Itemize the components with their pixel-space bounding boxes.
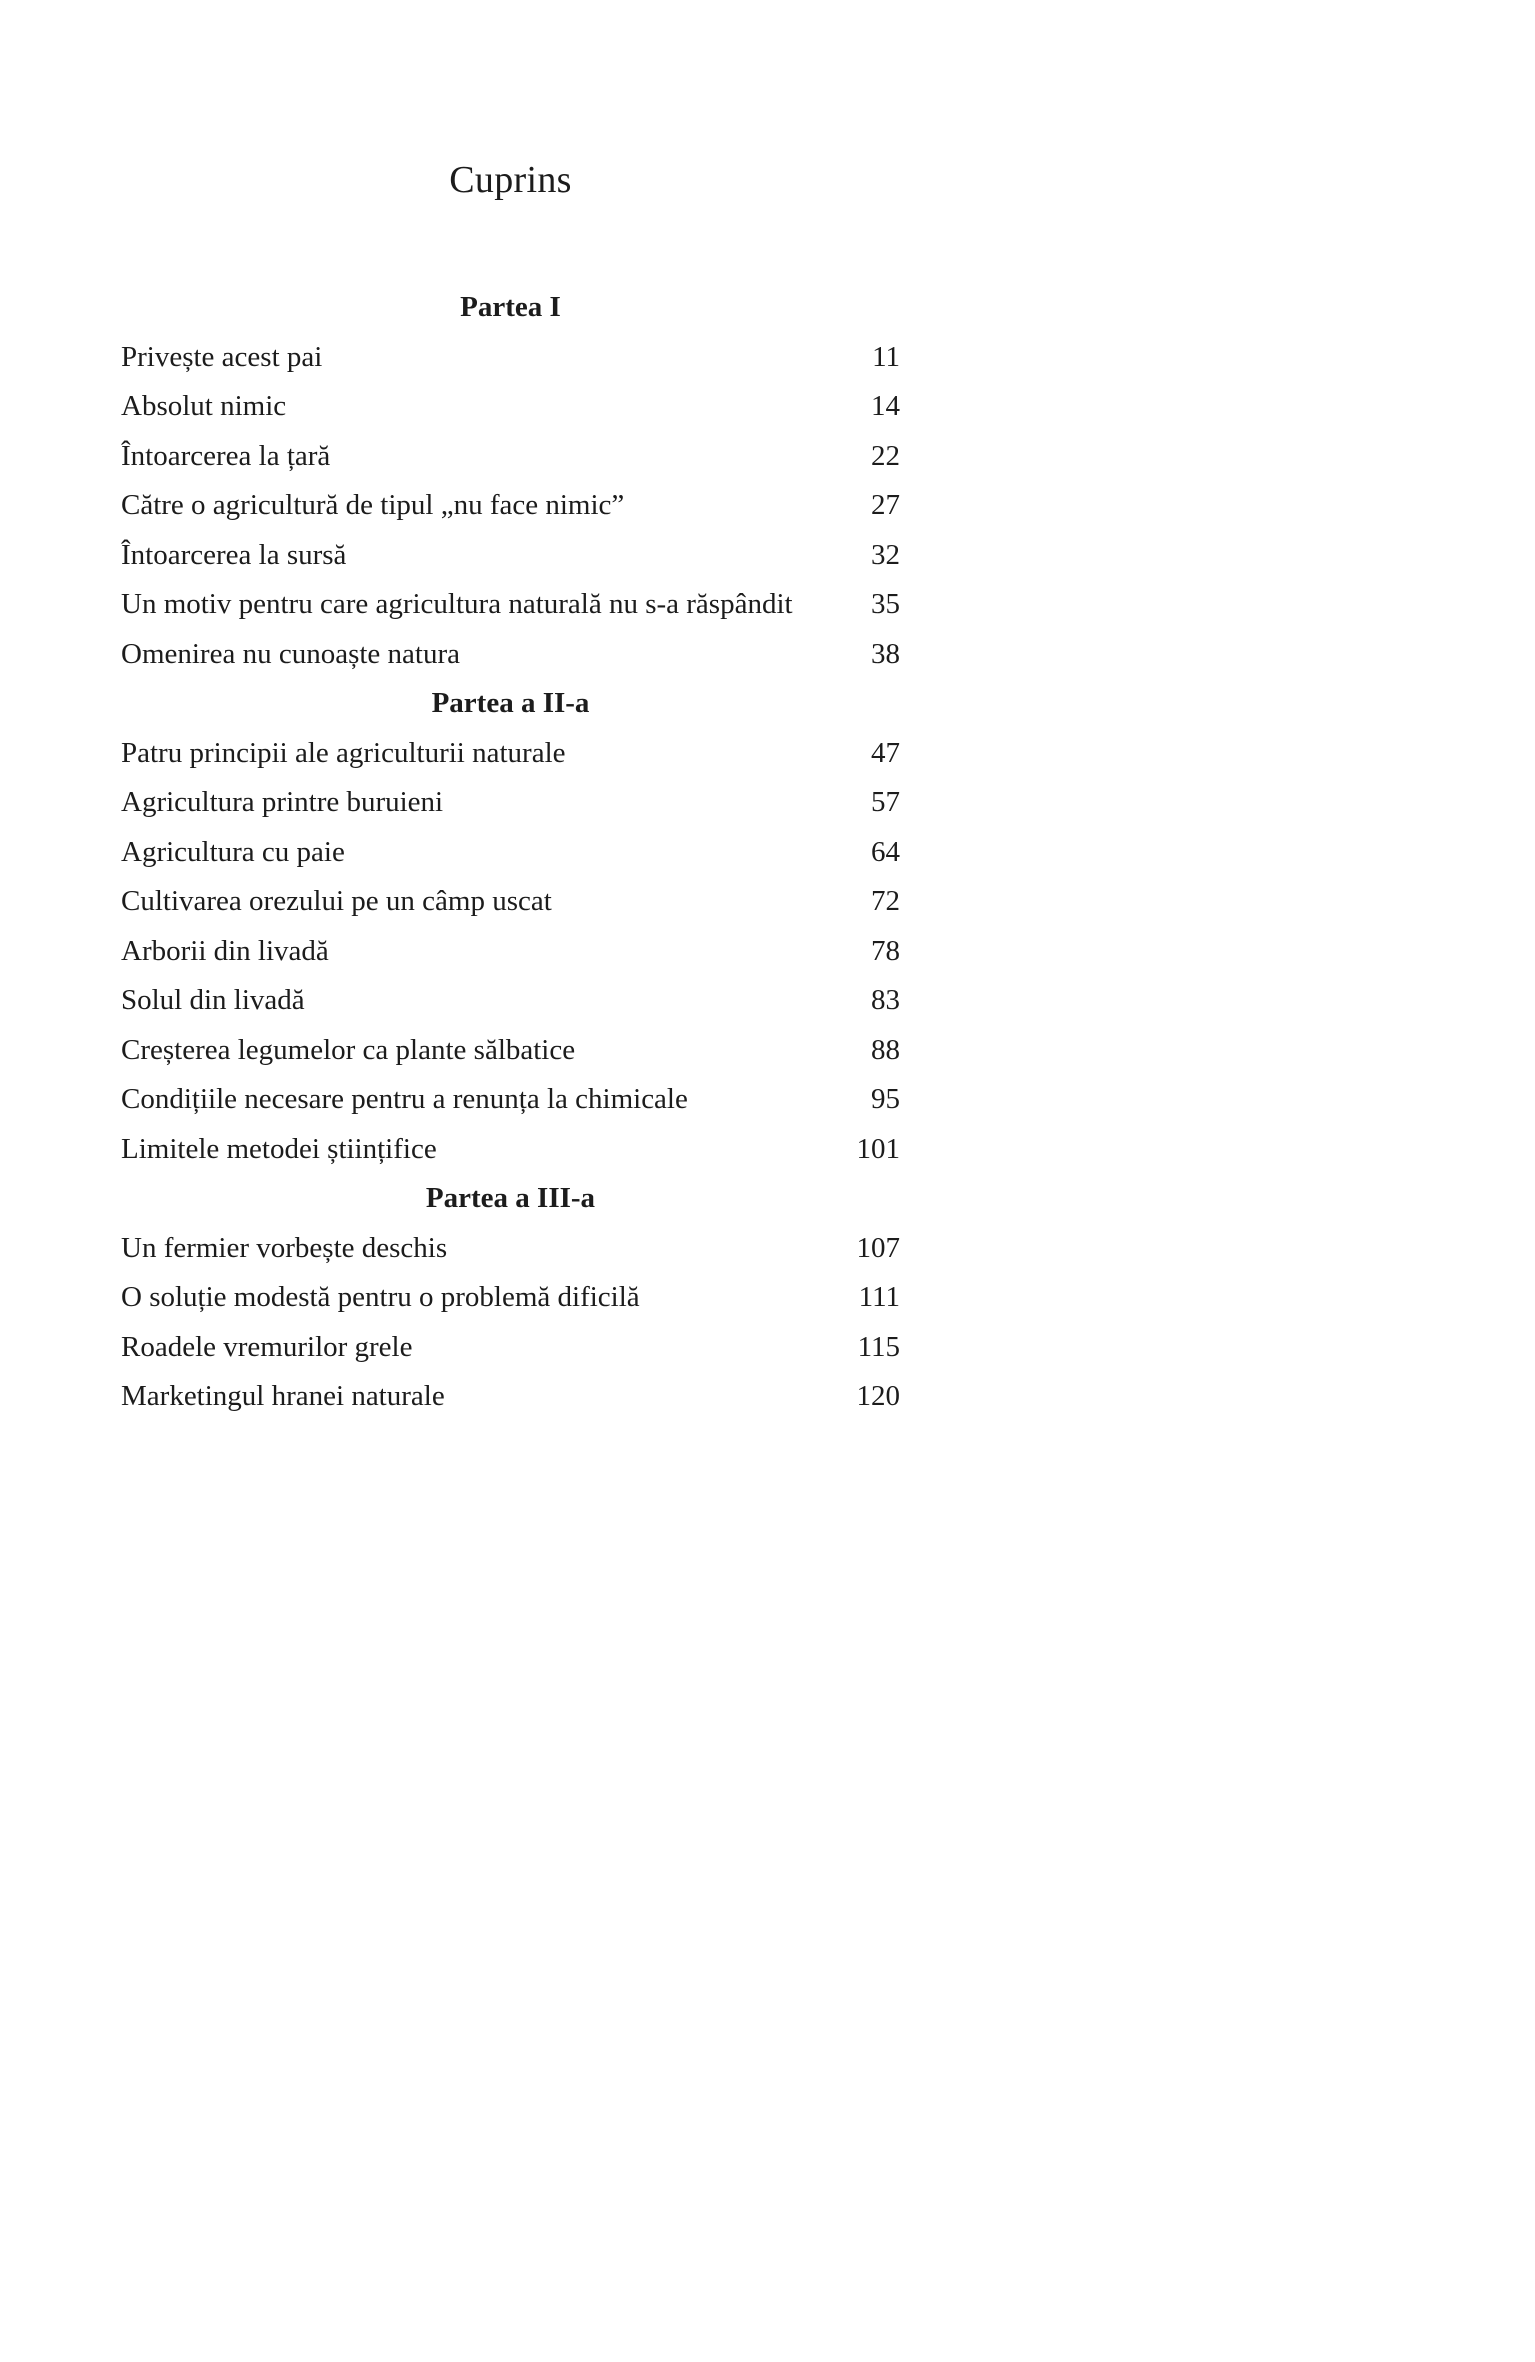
- toc-entry-title: Marketingul hranei naturale: [121, 1380, 445, 1412]
- toc-entry: [121, 1026, 900, 1076]
- toc-entry-title: Omenirea nu cunoaște natura: [121, 637, 460, 670]
- toc-entry-page: 115: [857, 1330, 900, 1363]
- toc-entry-page: 35: [871, 588, 900, 620]
- toc-entry: [121, 531, 900, 581]
- toc-entry-page: 47: [871, 736, 900, 769]
- toc-entry: [121, 580, 900, 630]
- page-title: Cuprins: [449, 159, 572, 201]
- toc-entry-title: Întoarcerea la sursă: [121, 538, 347, 571]
- toc-entry: [121, 778, 900, 828]
- toc-entry: [121, 1372, 900, 1422]
- toc-entry: [121, 382, 900, 432]
- toc-entry: [121, 630, 900, 680]
- toc-entry-page: 64: [871, 835, 900, 868]
- toc-entry-page: 72: [871, 885, 900, 917]
- toc-entry-page: 57: [871, 786, 900, 818]
- toc-entry: [121, 877, 900, 927]
- toc-entry-title: Un fermier vorbește deschis: [121, 1231, 448, 1264]
- section-heading-part-1: Partea I: [460, 291, 561, 323]
- toc-entry-page: 120: [856, 1380, 900, 1412]
- toc-entry-page: 83: [871, 984, 900, 1016]
- toc-entry-page: 22: [871, 439, 900, 472]
- toc-entry-page: 107: [856, 1231, 900, 1264]
- toc-entry: [121, 976, 900, 1026]
- toc-entry: [121, 1224, 900, 1274]
- toc-entry-title: Întoarcerea la țară: [121, 439, 331, 472]
- toc-entry-title: Privește acest pai: [121, 340, 323, 373]
- section-heading-part-2: Partea a II-a: [431, 687, 590, 719]
- toc-entry: [121, 333, 900, 383]
- toc-entry-page: 88: [871, 1033, 900, 1066]
- toc-entry-page: 14: [871, 390, 900, 422]
- toc-entry-page: 95: [871, 1083, 900, 1115]
- toc-entry-title: O soluție modestă pentru o problemă dificilă: [121, 1281, 640, 1313]
- toc-entry: [121, 481, 900, 531]
- toc-entry-title: Arborii din livadă: [121, 934, 329, 967]
- toc-entry: [121, 1075, 900, 1125]
- toc-entry-title: Agricultura printre buruieni: [121, 786, 444, 818]
- toc-entry-title: Solul din livadă: [121, 984, 305, 1016]
- toc-entry-page: 27: [871, 489, 900, 521]
- toc-entry-title: Limitele metodei științifice: [121, 1132, 437, 1165]
- toc-entry-title: Condițiile necesare pentru a renunța la chimicale: [121, 1083, 688, 1115]
- table-of-contents: [121, 283, 900, 1422]
- toc-entry-title: Patru principii ale agriculturii naturale: [121, 736, 566, 769]
- toc-entry-page: 78: [871, 934, 900, 967]
- toc-entry-title: Către o agricultură de tipul „nu face nimic”: [121, 489, 625, 521]
- toc-entry: [121, 1125, 900, 1175]
- toc-entry-title: Creșterea legumelor ca plante sălbatice: [121, 1033, 576, 1066]
- toc-entry-title: Roadele vremurilor grele: [121, 1330, 413, 1363]
- toc-entry: [121, 729, 900, 779]
- toc-entry-page: 11: [872, 340, 900, 373]
- toc-entry-title: Un motiv pentru care agricultura naturală nu s-a răspândit: [121, 588, 793, 620]
- toc-entry-title: Absolut nimic: [121, 390, 287, 422]
- toc-entry: [121, 1273, 900, 1323]
- toc-entry-page: 101: [856, 1132, 900, 1165]
- toc-entry: [121, 1323, 900, 1373]
- toc-entry-title: Cultivarea orezului pe un câmp uscat: [121, 885, 552, 917]
- section-heading-part-3: Partea a III-a: [425, 1182, 596, 1214]
- toc-entry-title: Agricultura cu paie: [121, 835, 345, 868]
- toc-entry: [121, 927, 900, 977]
- toc-entry-page: 32: [871, 538, 900, 571]
- toc-entry: [121, 432, 900, 482]
- toc-entry-page: 38: [871, 637, 900, 670]
- toc-entry-page: 111: [858, 1281, 900, 1313]
- toc-entry: [121, 828, 900, 878]
